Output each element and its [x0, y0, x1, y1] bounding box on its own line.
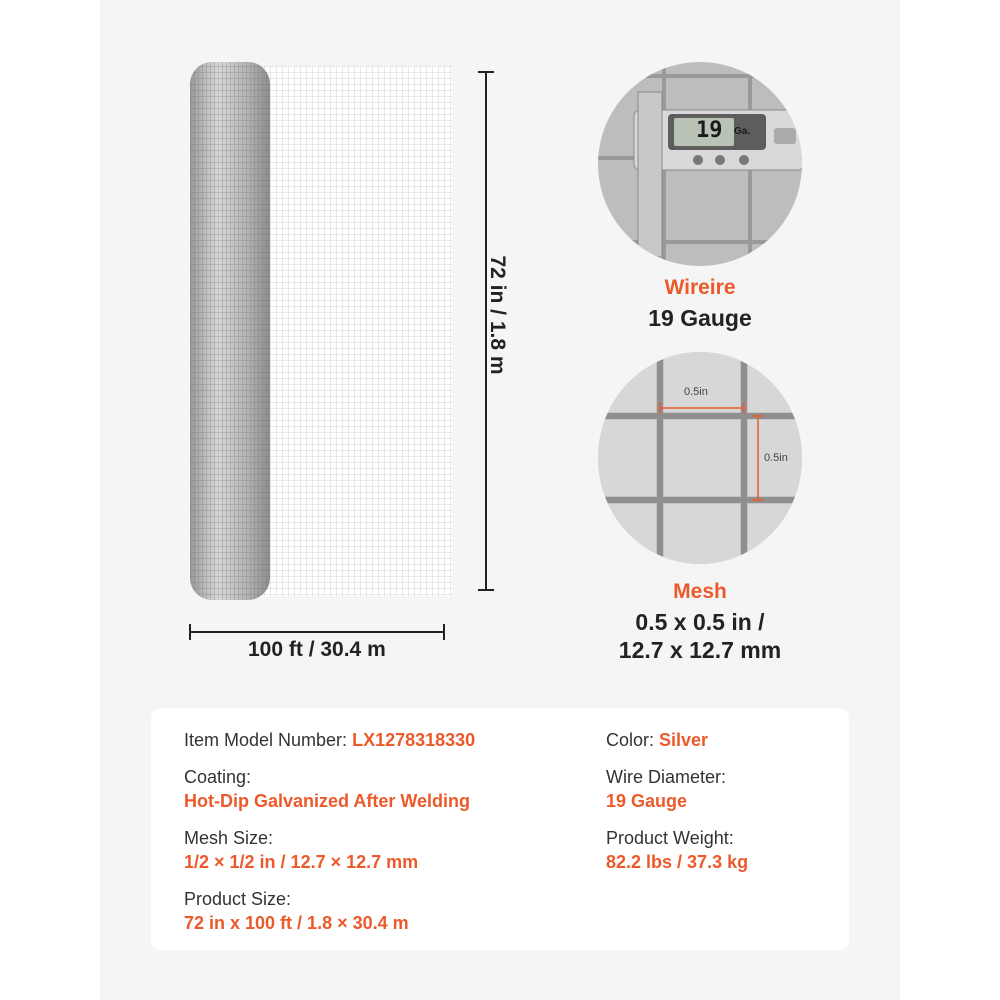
spec-coating-value: Hot-Dip Galvanized After Welding — [184, 791, 471, 811]
mesh-roll-image — [186, 60, 506, 660]
mesh-size-closeup — [598, 352, 802, 564]
mesh-label: Mesh — [673, 580, 727, 603]
spec-weight-value: 82.2 lbs / 37.3 kg — [606, 852, 749, 872]
wire-label: Wireire — [664, 276, 736, 299]
length-dimension-label: 100 ft / 30.4 m — [248, 638, 386, 661]
spec-coating-key: Coating: — [184, 767, 252, 787]
mesh-height-scale-label: 0.5in — [764, 452, 788, 464]
wire-caption — [570, 276, 830, 332]
mesh-caption — [570, 580, 830, 664]
spec-mesh-size-value: 1/2 × 1/2 in / 12.7 × 12.7 mm — [184, 852, 419, 872]
spec-product-size-key: Product Size: — [184, 889, 292, 909]
spec-wire-diameter-value: 19 Gauge — [606, 791, 688, 811]
spec-color-key: Color: — [606, 730, 655, 750]
height-dimension-label: 72 in / 1.8 m — [486, 255, 509, 375]
mesh-line-1: 0.5 x 0.5 in / — [635, 609, 765, 635]
spec-product-size-value: 72 in x 100 ft / 1.8 × 30.4 m — [184, 913, 409, 933]
spec-model-key: Item Model Number: — [184, 730, 348, 750]
spec-model-value: LX1278318330 — [352, 730, 476, 750]
spec-color-value: Silver — [659, 730, 709, 750]
spec-wire-diameter-key: Wire Diameter: — [606, 767, 727, 787]
caliper-readout: 19 — [696, 118, 723, 143]
spec-product-size — [184, 887, 409, 935]
wire-value: 19 Gauge — [648, 305, 752, 331]
caliper-unit: Ga. — [734, 126, 751, 137]
spec-color — [606, 728, 708, 752]
spec-mesh-size-key: Mesh Size: — [184, 828, 274, 848]
mesh-line-2: 12.7 x 12.7 mm — [618, 637, 782, 663]
spec-card — [151, 708, 849, 950]
mesh-width-scale-label: 0.5in — [684, 386, 708, 398]
spec-weight — [606, 826, 748, 874]
spec-mesh-size — [184, 826, 418, 874]
wire-gauge-closeup — [598, 62, 802, 266]
spec-wire-diameter — [606, 765, 726, 813]
spec-weight-key: Product Weight: — [606, 828, 734, 848]
spec-model — [184, 728, 475, 752]
spec-coating — [184, 765, 470, 813]
